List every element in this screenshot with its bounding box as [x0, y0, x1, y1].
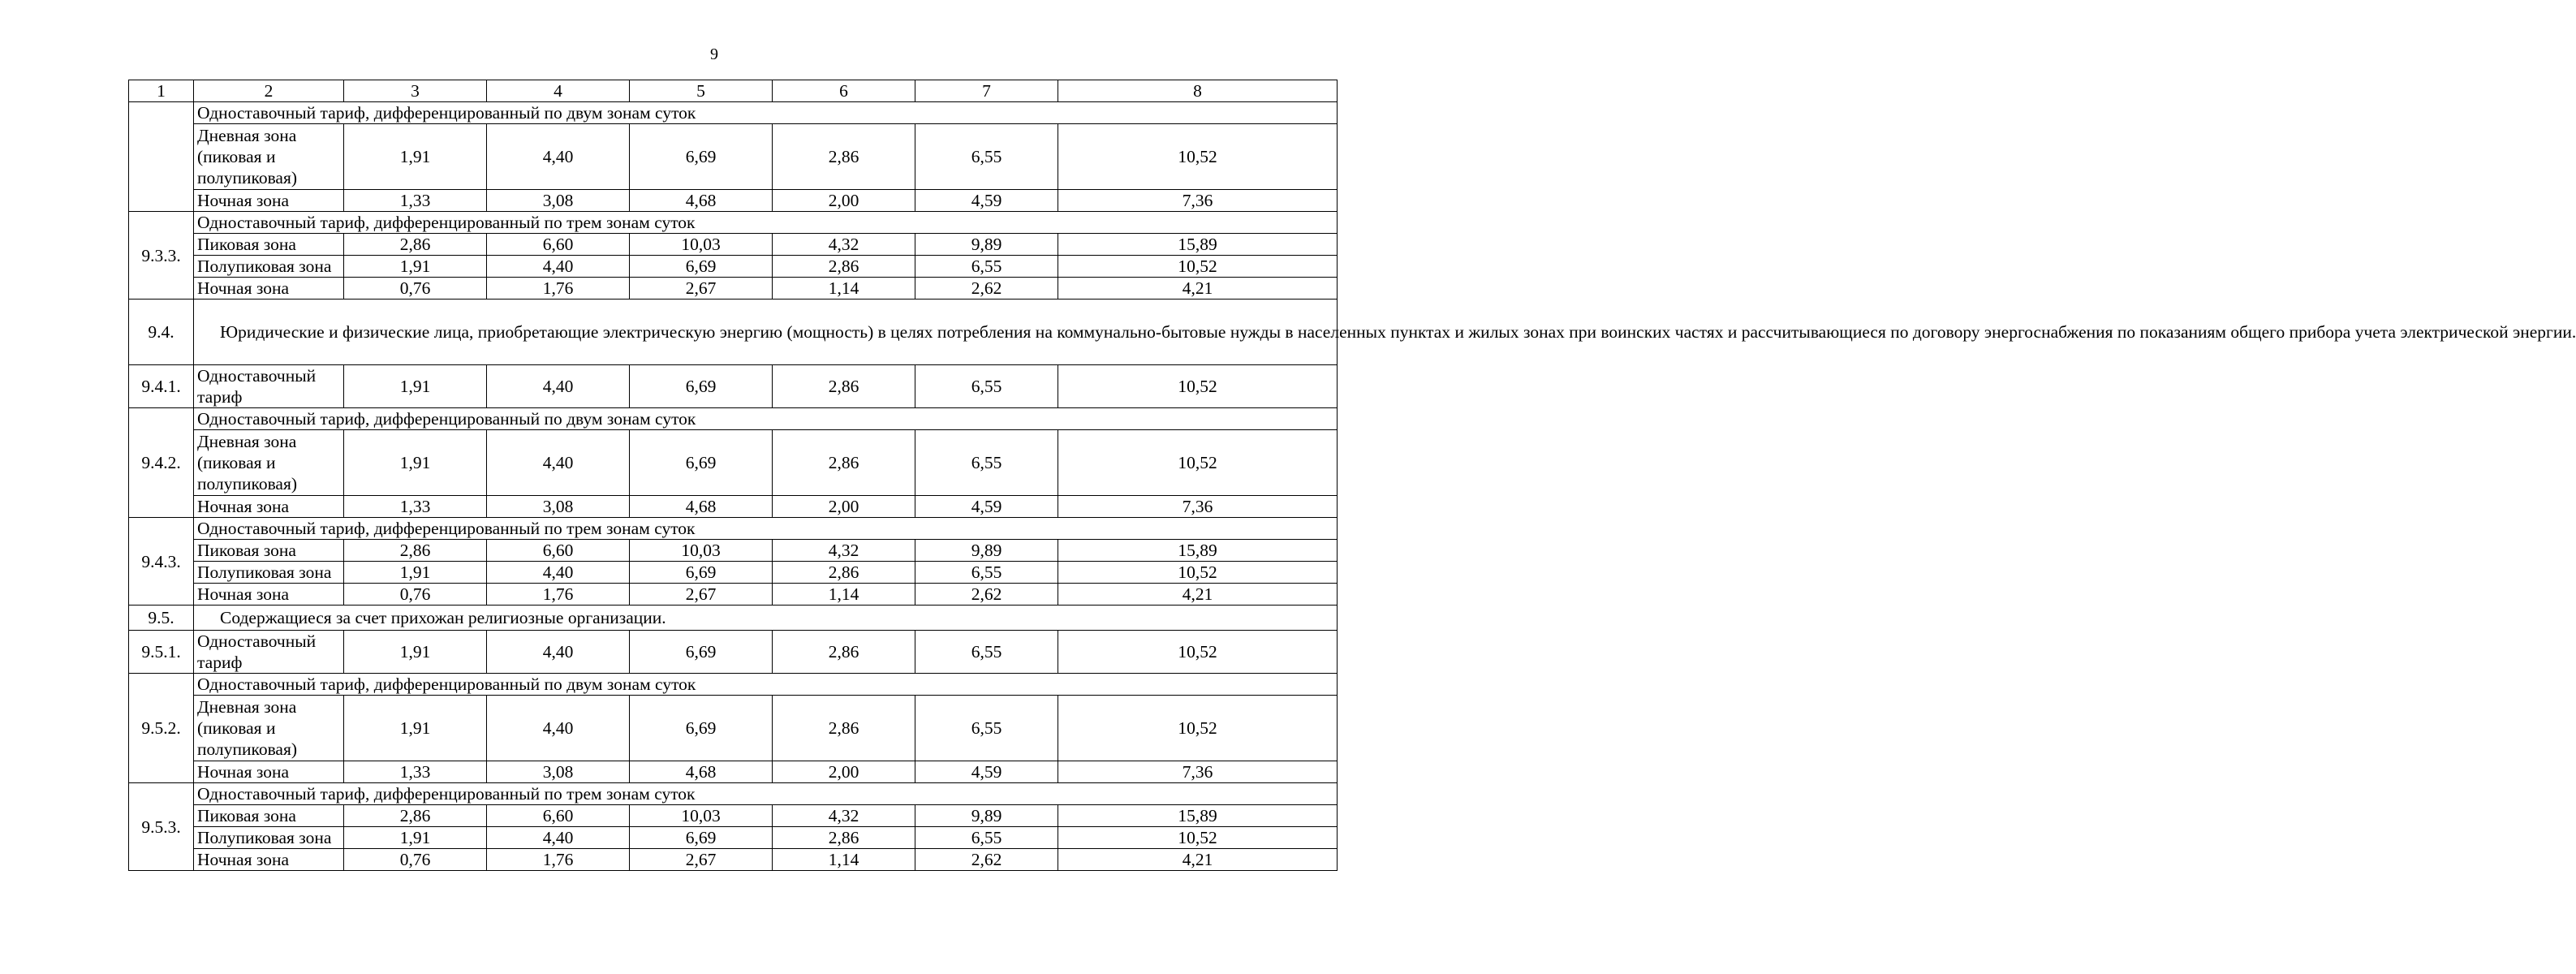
value-cell: 6,60 [487, 540, 630, 562]
zone-label: Полупиковая зона [194, 827, 344, 849]
table-header-row [129, 80, 1338, 102]
header-cell: 4 [487, 80, 630, 102]
zone-label: Ночная зона [194, 849, 344, 871]
table-row [129, 827, 1338, 849]
value-cell: 6,69 [630, 365, 773, 408]
value-cell: 7,36 [1058, 190, 1338, 212]
tariff-type-label: Одноставочный тариф, дифференцированный по двум зонам суток [194, 102, 1338, 124]
value-cell: 4,32 [773, 540, 915, 562]
zone-label: Полупиковая зона [194, 562, 344, 584]
row-code: 9.5.3. [129, 783, 194, 871]
header-cell: 8 [1058, 80, 1338, 102]
value-cell: 4,40 [487, 365, 630, 408]
table-row [129, 408, 1338, 430]
value-cell: 6,55 [915, 827, 1058, 849]
value-cell: 1,14 [773, 584, 915, 606]
zone-label: Дневная зона (пиковая и полупиковая) [194, 430, 344, 496]
value-cell: 6,55 [915, 365, 1058, 408]
value-cell: 4,32 [773, 234, 915, 256]
header-cell: 5 [630, 80, 773, 102]
value-cell: 2,67 [630, 849, 773, 871]
table-row [129, 540, 1338, 562]
tariff-type-label: Одноставочный тариф, дифференцированный по трем зонам суток [194, 212, 1338, 234]
value-cell: 6,55 [915, 124, 1058, 190]
table-row [129, 518, 1338, 540]
category-description: Содержащиеся за счет прихожан религиозные организации. [194, 606, 1338, 631]
value-cell: 6,69 [630, 430, 773, 496]
value-cell: 2,86 [773, 256, 915, 278]
value-cell: 2,86 [344, 234, 487, 256]
zone-label: Ночная зона [194, 761, 344, 783]
value-cell: 4,21 [1058, 584, 1338, 606]
value-cell: 4,59 [915, 496, 1058, 518]
table-row [129, 430, 1338, 496]
value-cell: 1,76 [487, 849, 630, 871]
table-row [129, 562, 1338, 584]
value-cell: 6,69 [630, 562, 773, 584]
table-row [129, 124, 1338, 190]
value-cell: 6,69 [630, 631, 773, 674]
value-cell: 4,40 [487, 696, 630, 761]
value-cell: 1,91 [344, 256, 487, 278]
table-row [129, 761, 1338, 783]
value-cell: 4,40 [487, 631, 630, 674]
zone-label: Одноставочный тариф [194, 631, 344, 674]
category-description: Юридические и физические лица, приобретающие электрическую энергию (мощность) в целях потребления на коммунально-бытовые нужды в населенных пунктах и жилых зонах при воинских частях и рассчитывающиеся по договору энергоснабжения по показаниям общего прибора учета электрической энергии. [194, 300, 1338, 365]
value-cell: 9,89 [915, 234, 1058, 256]
header-cell: 7 [915, 80, 1058, 102]
value-cell: 0,76 [344, 584, 487, 606]
value-cell: 10,52 [1058, 827, 1338, 849]
value-cell: 6,55 [915, 631, 1058, 674]
zone-label: Пиковая зона [194, 234, 344, 256]
value-cell: 0,76 [344, 849, 487, 871]
table-row [129, 674, 1338, 696]
value-cell: 6,69 [630, 256, 773, 278]
table-row [129, 365, 1338, 408]
value-cell: 2,00 [773, 496, 915, 518]
page-number: 9 [710, 45, 718, 63]
value-cell: 2,86 [773, 696, 915, 761]
value-cell: 1,91 [344, 696, 487, 761]
value-cell: 1,14 [773, 849, 915, 871]
value-cell: 2,86 [773, 430, 915, 496]
value-cell: 6,69 [630, 124, 773, 190]
value-cell: 4,59 [915, 190, 1058, 212]
value-cell: 10,52 [1058, 256, 1338, 278]
value-cell: 2,00 [773, 190, 915, 212]
row-code: 9.4.3. [129, 518, 194, 606]
value-cell: 15,89 [1058, 234, 1338, 256]
value-cell: 15,89 [1058, 805, 1338, 827]
value-cell: 6,69 [630, 696, 773, 761]
table-row [129, 805, 1338, 827]
value-cell: 7,36 [1058, 496, 1338, 518]
value-cell: 4,21 [1058, 278, 1338, 300]
category-row [129, 606, 1338, 631]
table-row [129, 631, 1338, 674]
zone-label: Ночная зона [194, 584, 344, 606]
value-cell: 6,55 [915, 562, 1058, 584]
zone-label: Ночная зона [194, 278, 344, 300]
value-cell: 2,86 [773, 562, 915, 584]
category-row [129, 300, 1338, 365]
header-cell: 2 [194, 80, 344, 102]
zone-label: Ночная зона [194, 190, 344, 212]
table-row [129, 584, 1338, 606]
zone-label: Дневная зона (пиковая и полупиковая) [194, 124, 344, 190]
header-cell: 3 [344, 80, 487, 102]
zone-label: Дневная зона (пиковая и полупиковая) [194, 696, 344, 761]
value-cell: 4,32 [773, 805, 915, 827]
table-row [129, 496, 1338, 518]
table-row [129, 190, 1338, 212]
tariff-table [128, 80, 2576, 871]
value-cell: 1,91 [344, 124, 487, 190]
table-row [129, 234, 1338, 256]
value-cell: 10,52 [1058, 631, 1338, 674]
row-code: 9.5. [129, 606, 194, 631]
value-cell: 6,60 [487, 805, 630, 827]
header-cell: 1 [129, 80, 194, 102]
value-cell: 1,91 [344, 430, 487, 496]
value-cell: 4,40 [487, 124, 630, 190]
tariff-type-label: Одноставочный тариф, дифференцированный по двум зонам суток [194, 408, 1338, 430]
zone-label: Полупиковая зона [194, 256, 344, 278]
value-cell: 9,89 [915, 540, 1058, 562]
value-cell: 7,36 [1058, 761, 1338, 783]
table-row [129, 783, 1338, 805]
value-cell: 2,86 [773, 124, 915, 190]
value-cell: 6,55 [915, 256, 1058, 278]
row-code [129, 102, 194, 212]
value-cell: 2,67 [630, 278, 773, 300]
value-cell: 2,86 [773, 365, 915, 408]
table-row [129, 102, 1338, 124]
value-cell: 2,67 [630, 584, 773, 606]
row-code: 9.5.2. [129, 674, 194, 783]
value-cell: 10,52 [1058, 365, 1338, 408]
value-cell: 10,52 [1058, 696, 1338, 761]
value-cell: 3,08 [487, 190, 630, 212]
value-cell: 6,55 [915, 430, 1058, 496]
value-cell: 0,76 [344, 278, 487, 300]
value-cell: 10,52 [1058, 430, 1338, 496]
tariff-type-label: Одноставочный тариф, дифференцированный по двум зонам суток [194, 674, 1338, 696]
value-cell: 4,59 [915, 761, 1058, 783]
value-cell: 10,03 [630, 234, 773, 256]
value-cell: 4,21 [1058, 849, 1338, 871]
value-cell: 10,03 [630, 540, 773, 562]
value-cell: 10,52 [1058, 562, 1338, 584]
value-cell: 4,68 [630, 761, 773, 783]
value-cell: 1,76 [487, 278, 630, 300]
value-cell: 1,33 [344, 761, 487, 783]
value-cell: 2,62 [915, 849, 1058, 871]
value-cell: 2,86 [773, 827, 915, 849]
table-row [129, 256, 1338, 278]
value-cell: 4,40 [487, 256, 630, 278]
zone-label: Ночная зона [194, 496, 344, 518]
value-cell: 6,55 [915, 696, 1058, 761]
value-cell: 4,40 [487, 827, 630, 849]
tariff-type-label: Одноставочный тариф, дифференцированный по трем зонам суток [194, 518, 1338, 540]
value-cell: 2,62 [915, 278, 1058, 300]
value-cell: 1,91 [344, 365, 487, 408]
table-row [129, 212, 1338, 234]
value-cell: 4,40 [487, 430, 630, 496]
value-cell: 9,89 [915, 805, 1058, 827]
row-code: 9.4. [129, 300, 194, 365]
value-cell: 6,69 [630, 827, 773, 849]
table-row [129, 278, 1338, 300]
row-code: 9.5.1. [129, 631, 194, 674]
row-code: 9.4.1. [129, 365, 194, 408]
value-cell: 2,86 [344, 805, 487, 827]
value-cell: 2,86 [344, 540, 487, 562]
value-cell: 15,89 [1058, 540, 1338, 562]
value-cell: 1,33 [344, 496, 487, 518]
value-cell: 1,76 [487, 584, 630, 606]
header-cell: 6 [773, 80, 915, 102]
value-cell: 10,03 [630, 805, 773, 827]
value-cell: 2,86 [773, 631, 915, 674]
zone-label: Пиковая зона [194, 805, 344, 827]
value-cell: 2,62 [915, 584, 1058, 606]
value-cell: 10,52 [1058, 124, 1338, 190]
table-row [129, 696, 1338, 761]
value-cell: 3,08 [487, 496, 630, 518]
row-code: 9.3.3. [129, 212, 194, 300]
table-row [129, 849, 1338, 871]
zone-label: Одноставочный тариф [194, 365, 344, 408]
value-cell: 3,08 [487, 761, 630, 783]
zone-label: Пиковая зона [194, 540, 344, 562]
value-cell: 1,91 [344, 631, 487, 674]
value-cell: 4,40 [487, 562, 630, 584]
value-cell: 4,68 [630, 190, 773, 212]
value-cell: 1,14 [773, 278, 915, 300]
row-code: 9.4.2. [129, 408, 194, 518]
value-cell: 6,60 [487, 234, 630, 256]
value-cell: 2,00 [773, 761, 915, 783]
value-cell: 4,68 [630, 496, 773, 518]
value-cell: 1,33 [344, 190, 487, 212]
tariff-type-label: Одноставочный тариф, дифференцированный по трем зонам суток [194, 783, 1338, 805]
value-cell: 1,91 [344, 827, 487, 849]
value-cell: 1,91 [344, 562, 487, 584]
